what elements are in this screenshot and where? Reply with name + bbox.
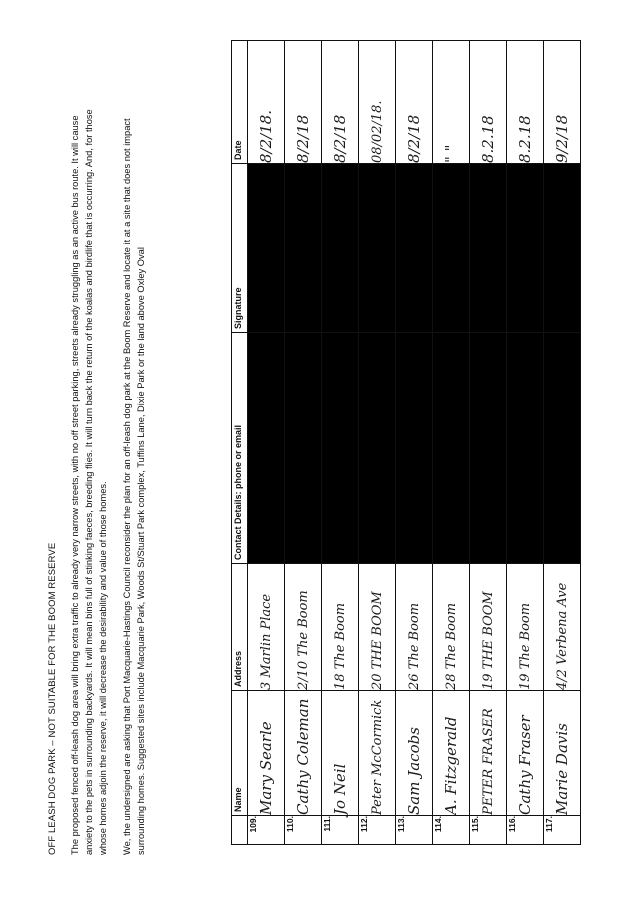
table-row [432,40,469,844]
signer-name: Marie Davis [543,690,580,815]
table-header-row [231,40,247,844]
redacted-contact [284,332,321,563]
contact-column-header: Contact Details: phone or email [231,332,247,563]
signer-name: Sam Jacobs [395,690,432,815]
table-row [543,40,580,844]
table-row [321,40,358,844]
signer-address: 4/2 Verbena Ave [543,563,580,690]
table-row [395,40,432,844]
signed-date: 8/2/18 [284,40,321,163]
redacted-contact [247,332,284,563]
signer-name: Cathy Fraser [506,690,543,815]
redacted-signature [469,163,506,332]
signed-date: 8/2/18 [395,40,432,163]
row-number: 113. [395,815,432,844]
redacted-contact [432,332,469,563]
signature-table [231,40,581,845]
signer-address: 19 THE BOOM [469,563,506,690]
row-number: 117. [543,815,580,844]
signed-date: 08/02/18. [358,40,395,163]
redacted-signature [321,163,358,332]
redacted-contact [358,332,395,563]
redacted-signature [247,163,284,332]
petition-text [47,95,158,855]
redacted-signature [432,163,469,332]
redacted-contact [321,332,358,563]
row-number: 115. [469,815,506,844]
table-row [358,40,395,844]
signer-address: 20 THE BOOM [358,563,395,690]
row-number: 111. [321,815,358,844]
signed-date: 8/2/18 [321,40,358,163]
signer-name: A. Fitzgerald [432,690,469,815]
rotated-document [23,29,603,879]
redacted-contact [543,332,580,563]
signed-date: 8/2/18. [247,40,284,163]
signer-address: 3 Marlin Place [247,563,284,690]
table-row [506,40,543,844]
date-column-header: Date [231,40,247,163]
petition-paragraph-1: The proposed fenced off-leash dog area will bring extra traffic to already very narrow streets, with no off street parking, streets already struggling as an active bus route. It will cause anxiety to the pets in surrounding backyards. It will mean bins full of stinking faeces, breeding flies. It will turn back the return of the koalas and birdlife that is occurring. And, for those whose homes adjoin the reserve, it will decrease the desirability and value of those homes. [69,108,108,855]
signature-column-header: Signature [231,163,247,332]
name-column-header: Name [231,690,247,815]
signer-name: Cathy Coleman [284,690,321,815]
redacted-contact [395,332,432,563]
signer-name: Jo Neil [321,690,358,815]
row-number: 116. [506,815,543,844]
signed-date: 8.2.18 [506,40,543,163]
row-number: 112. [358,815,395,844]
redacted-signature [506,163,543,332]
redacted-signature [284,163,321,332]
signer-name: PETER FRASER [469,690,506,815]
signed-date: 8.2.18 [469,40,506,163]
signer-address: 28 The Boom [432,563,469,690]
redacted-contact [469,332,506,563]
row-number: 109. [247,815,284,844]
table-row [247,40,284,844]
signer-name: Peter McCormick [358,690,395,815]
number-column-header [231,815,247,844]
signer-address: 18 The Boom [321,563,358,690]
signer-address: 26 The Boom [395,563,432,690]
table-row [469,40,506,844]
petition-paragraph-2: We, the undersigned are asking that Port Macquarie-Hastings Council reconsider the plan for an off-leash dog park at the Boom Reserve and locate it at a site that does not impact surrounding homes. Suggested sites include Macquarie Park, Woods St/Stuart Park complex, Tuffins Lane, Dixie Park or the land above Oxley Oval [121,117,146,855]
row-number: 114. [432,815,469,844]
address-column-header: Address [231,563,247,690]
redacted-signature [395,163,432,332]
signer-address: 19 The Boom [506,563,543,690]
redacted-contact [506,332,543,563]
document-title: OFF LEASH DOG PARK – NOT SUITABLE FOR THE BOOM RESERVE [46,542,58,855]
redacted-signature [543,163,580,332]
row-number: 110. [284,815,321,844]
redacted-signature [358,163,395,332]
signer-address: 2/10 The Boom [284,563,321,690]
signed-date: " " [432,40,469,163]
table-row [284,40,321,844]
signer-name: Mary Searle [247,690,284,815]
signed-date: 9/2/18 [543,40,580,163]
